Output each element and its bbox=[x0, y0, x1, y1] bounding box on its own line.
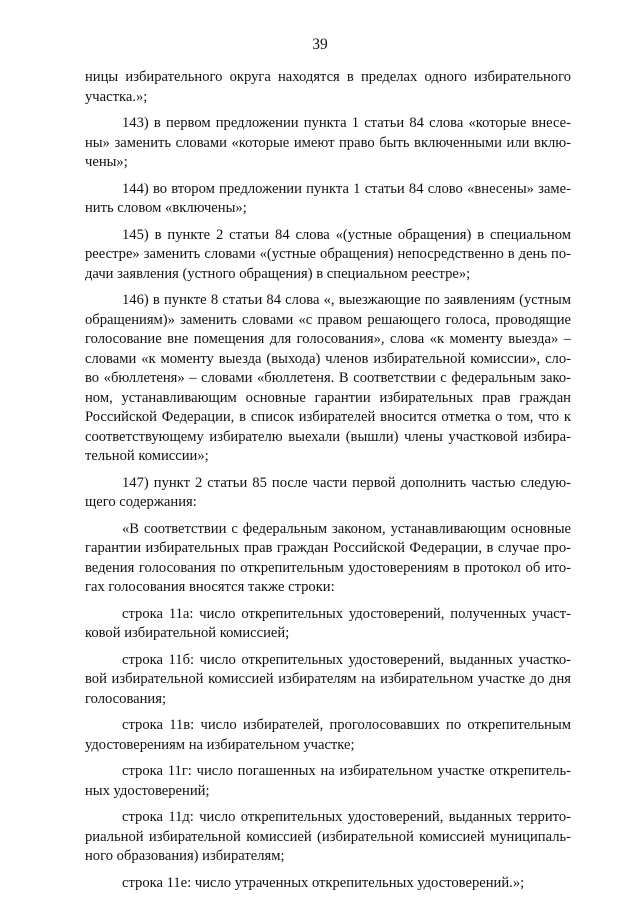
text-line: 143) в первом предложении пункта 1 статьи 84 слова «которые внесе- bbox=[122, 115, 571, 131]
text-line: строка 11г: число погашенных на избирательном участке открепитель- bbox=[122, 763, 571, 779]
paragraph bbox=[85, 808, 571, 867]
paragraph bbox=[85, 180, 571, 219]
text-line: ведения голосования по открепительным удостоверениям в протокол об ито- bbox=[85, 559, 571, 576]
text-line: ного образования) избирателям; bbox=[85, 848, 285, 864]
text-line: 146) в пункте 8 статьи 84 слова «, выезжающие по заявлениям (устным bbox=[122, 292, 571, 308]
paragraph bbox=[85, 874, 571, 894]
text-line: участка.»; bbox=[85, 88, 148, 105]
text-line: ны» заменить словами «которые имеют право быть включенными или вклю- bbox=[85, 134, 571, 151]
text-line: ных удостоверений; bbox=[85, 782, 210, 799]
paragraph bbox=[85, 474, 571, 513]
page-number: 39 bbox=[312, 36, 328, 53]
text-line: щего содержания: bbox=[85, 494, 197, 510]
text-line: 145) в пункте 2 статьи 84 слова «(устные обращения) в специальном bbox=[122, 226, 571, 243]
text-line: «В соответствии с федеральным законом, устанавливающим основные bbox=[122, 520, 571, 537]
text-line: ницы избирательного округа находятся в пределах одного избирательного bbox=[85, 69, 571, 85]
text-line: строка 11б: число открепительных удостоверений, выданных участко- bbox=[122, 651, 571, 668]
text-line: голосование вне помещения для голосования», слова «к моменту выезда» – bbox=[85, 331, 571, 347]
text-line: нить словом «включены»; bbox=[85, 200, 247, 216]
paragraph bbox=[85, 520, 571, 598]
text-line: ковой избирательной комиссией; bbox=[85, 625, 290, 641]
text-line: 147) пункт 2 статьи 85 после части первой дополнить частью следую- bbox=[122, 474, 571, 491]
text-line: во «бюллетеня» – словами «бюллетеня. В соответствии с федеральным зако- bbox=[85, 370, 571, 386]
text-line: строка 11а: число открепительных удостоверений, полученных участ- bbox=[122, 605, 571, 622]
text-line: удостоверениям на избирательном участке; bbox=[85, 736, 355, 753]
paragraph bbox=[85, 226, 571, 285]
paragraph bbox=[85, 291, 571, 467]
text-line: соответствующему избирателю выехали (вышли) члены участковой избира- bbox=[85, 428, 571, 445]
paragraph bbox=[85, 651, 571, 710]
paragraph bbox=[85, 68, 571, 107]
text-line: 144) во втором предложении пункта 1 статьи 84 слово «внесены» заме- bbox=[122, 180, 571, 197]
text-line: гарантии избирательных прав граждан Российской Федерации, в случае про- bbox=[85, 540, 571, 556]
paragraph bbox=[85, 114, 571, 173]
text-line: вой избирательной комиссией избирателям на избирательном участке до дня bbox=[85, 671, 571, 687]
paragraph bbox=[85, 762, 571, 801]
paragraph bbox=[85, 716, 571, 755]
text-line: реестре» заменить словами «(устные обращения) непосредственно в день по- bbox=[85, 246, 571, 262]
paragraph bbox=[85, 605, 571, 644]
text-line: обращениям)» заменить словами «с правом решающего голоса, проводящие bbox=[85, 311, 571, 328]
text-line: строка 11е: число утраченных открепительных удостоверений.»; bbox=[122, 874, 525, 891]
text-line: Российской Федерации, в список избирателей вносится отметка о том, что к bbox=[85, 409, 571, 425]
text-line: гах голосования вносятся также строки: bbox=[85, 579, 335, 595]
text-line: риальной избирательной комиссией (избирательной комиссией муниципаль- bbox=[85, 828, 571, 845]
text-line: тельной комиссии»; bbox=[85, 448, 209, 464]
text-line: голосования; bbox=[85, 690, 167, 707]
text-line: словами «к моменту выезда (выхода) членов избирательной комиссии», сло- bbox=[85, 350, 571, 367]
text-line: строка 11в: число избирателей, проголосовавших по открепительным bbox=[122, 717, 571, 733]
document-body bbox=[85, 68, 571, 900]
text-line: строка 11д: число открепительных удостоверений, выданных террито- bbox=[122, 809, 571, 825]
text-line: ном, устанавливающим основные гарантии избирательных прав граждан bbox=[85, 389, 571, 406]
text-line: чены»; bbox=[85, 154, 128, 170]
text-line: дачи заявления (устного обращения) в специальном реестре»; bbox=[85, 265, 471, 282]
